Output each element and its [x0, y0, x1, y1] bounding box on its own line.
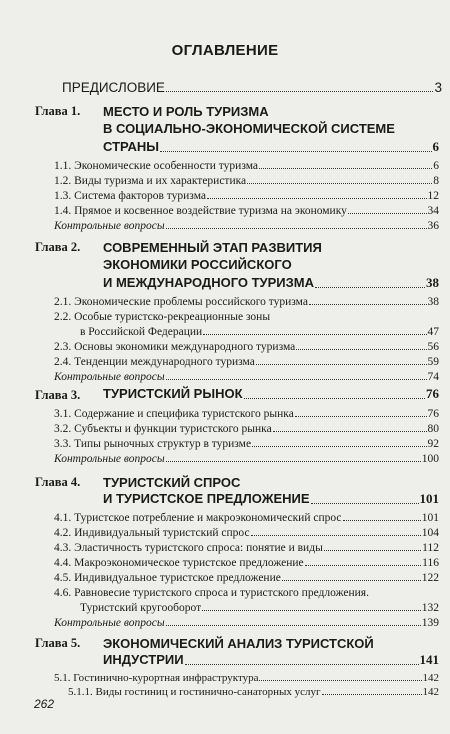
entry-page: 112	[422, 542, 439, 554]
entry-text: 5.1. Гостинично-курортная инфраструктура	[54, 672, 259, 684]
dot-leader	[296, 348, 426, 350]
entry-page: 47	[427, 326, 439, 338]
toc-entry	[54, 587, 439, 599]
toc-entry	[54, 160, 439, 172]
entry-text: 3.2. Субъекты и функции туристского рынка	[54, 423, 272, 435]
chapter-heading-line: ТУРИСТСКИЙ РЫНОК	[103, 386, 243, 401]
chapter-heading-line: МЕСТО И РОЛЬ ТУРИЗМА	[103, 104, 269, 119]
entry-text: 3.1. Содержание и специфика туристского рынка	[54, 408, 294, 420]
toc-entry	[54, 408, 439, 420]
chapter-heading-line: ИНДУСТРИИ	[103, 652, 184, 667]
toc-entry	[54, 296, 439, 308]
preface-page: 3	[434, 80, 442, 95]
dot-leader	[305, 564, 422, 566]
entry-text: 1.3. Система факторов туризма	[54, 190, 206, 202]
chapter-label: Глава 3.	[35, 388, 81, 402]
entry-page: 104	[421, 527, 439, 539]
dot-leader	[311, 502, 419, 504]
entry-text: Контрольные вопросы	[54, 371, 165, 383]
chapter-heading-line: СОВРЕМЕННЫЙ ЭТАП РАЗВИТИЯ	[103, 240, 322, 255]
entry-text: Контрольные вопросы	[54, 453, 165, 465]
entry-page: 36	[427, 220, 439, 232]
entry-page: 80	[427, 423, 439, 435]
chapter-heading-last	[103, 275, 439, 291]
dot-leader	[202, 609, 421, 611]
entry-text: 2.2. Особые туристско-рекреационные зоны	[54, 311, 271, 323]
entry-text: Контрольные вопросы	[54, 220, 165, 232]
toc-entry	[54, 512, 439, 524]
entry-text: 4.1. Туристское потребление и макроэкономический спрос	[54, 512, 342, 524]
chapter-page: 101	[419, 491, 439, 506]
dot-leader	[166, 227, 427, 229]
entry-text: 4.6. Равновесие туристского спроса и туристского предложения.	[54, 587, 369, 599]
entry-text: в Российской Федерации	[80, 326, 203, 338]
dot-leader	[207, 197, 427, 199]
dot-leader	[343, 519, 421, 521]
dot-leader	[166, 90, 434, 92]
entry-text: Контрольные вопросы	[54, 617, 165, 629]
dot-leader	[166, 460, 421, 462]
entry-page: 8	[433, 175, 439, 187]
entry-page: 142	[422, 672, 439, 684]
toc-entry	[54, 220, 439, 232]
entry-text: 2.4. Тенденции международного туризма	[54, 356, 255, 368]
entry-page: 132	[421, 602, 439, 614]
dot-leader	[252, 445, 426, 447]
toc-entry	[80, 326, 439, 338]
toc-entry	[54, 190, 439, 202]
chapter-label: Глава 5.	[35, 636, 81, 650]
toc-entry	[54, 527, 439, 539]
dot-leader	[324, 549, 421, 551]
entry-page: 101	[421, 512, 439, 524]
dot-leader	[166, 624, 421, 626]
entry-text: 3.3. Типы рыночных структур в туризме	[54, 438, 252, 450]
toc-entry	[54, 572, 439, 584]
toc-entry	[54, 423, 439, 435]
chapter-heading-line: В СОЦИАЛЬНО-ЭКОНОМИЧЕСКОЙ СИСТЕМЕ	[103, 121, 395, 136]
chapter-heading-last	[103, 139, 439, 155]
entry-page: 139	[421, 617, 439, 629]
chapter-page: 141	[419, 652, 439, 667]
toc-entry	[54, 672, 439, 684]
entry-page: 116	[422, 557, 439, 569]
toc-entry	[54, 341, 439, 353]
dot-leader	[203, 333, 426, 335]
dot-leader	[348, 212, 427, 214]
dot-leader	[244, 397, 425, 399]
toc-entry	[54, 453, 439, 465]
chapter-heading-line: ЭКОНОМИКИ РОССИЙСКОГО	[103, 257, 292, 272]
preface-entry	[62, 80, 442, 95]
dot-leader	[256, 363, 427, 365]
entry-text: 1.2. Виды туризма и их характеристика	[54, 175, 247, 187]
entry-text: Туристский кругооборот	[80, 602, 202, 614]
toc-entry	[54, 438, 439, 450]
chapter-heading-line: И МЕЖДУНАРОДНОГО ТУРИЗМА	[103, 275, 315, 290]
entry-text: 4.3. Эластичность туристского спроса: понятие и виды	[54, 542, 323, 554]
toc-entry	[80, 602, 439, 614]
preface-label: ПРЕДИСЛОВИЕ	[62, 80, 165, 95]
chapter-heading-line: СТРАНЫ	[103, 139, 160, 154]
dot-leader	[160, 150, 431, 152]
toc-entry	[54, 557, 439, 569]
chapter-heading	[103, 474, 240, 491]
entry-text: 5.1.1. Виды гостиниц и гостинично-санаторных услуг	[68, 686, 321, 698]
entry-page: 12	[427, 190, 439, 202]
chapter-page: 38	[426, 275, 439, 290]
entry-page: 56	[427, 341, 439, 353]
chapter-label: Глава 2.	[35, 240, 81, 254]
entry-page: 142	[422, 686, 439, 698]
dot-leader	[166, 378, 427, 380]
chapter-label: Глава 1.	[35, 104, 81, 118]
entry-text: 2.3. Основы экономики международного туризма	[54, 341, 296, 353]
toc-entry	[54, 617, 439, 629]
chapter-page: 6	[432, 139, 439, 154]
chapter-heading-line: ТУРИСТСКИЙ СПРОС	[103, 475, 241, 490]
entry-text: 4.5. Индивидуальное туристское предложение	[54, 572, 281, 584]
chapter-label: Глава 4.	[35, 475, 81, 489]
toc-entry	[54, 371, 439, 383]
chapter-heading	[103, 635, 374, 652]
chapter-page: 76	[426, 386, 439, 401]
entry-text: 2.1. Экономические проблемы российского туризма	[54, 296, 308, 308]
page-title: ОГЛАВЛЕНИЕ	[171, 42, 279, 59]
dot-leader	[259, 167, 432, 169]
dot-leader	[315, 286, 425, 288]
dot-leader	[185, 663, 419, 665]
toc-entry	[54, 542, 439, 554]
entry-text: 1.1. Экономические особенности туризма	[54, 160, 258, 172]
chapter-heading-line: ЭКОНОМИЧЕСКИЙ АНАЛИЗ ТУРИСТСКОЙ	[103, 636, 374, 651]
dot-leader	[295, 415, 427, 417]
entry-page: 38	[427, 296, 439, 308]
dot-leader	[251, 534, 421, 536]
toc-entry	[54, 311, 439, 323]
dot-leader	[259, 679, 421, 681]
toc-entry	[68, 686, 439, 698]
chapter-heading-last	[103, 652, 439, 668]
entry-page: 76	[427, 408, 439, 420]
page-number: 262	[34, 697, 55, 711]
dot-leader	[322, 693, 422, 695]
entry-page: 122	[421, 572, 439, 584]
dot-leader	[309, 303, 427, 305]
entry-text: 1.4. Прямое и косвенное воздействие туризма на экономику	[54, 205, 347, 217]
entry-text: 4.4. Макроэкономическое туристское предложение	[54, 557, 304, 569]
toc-entry	[54, 356, 439, 368]
dot-leader	[273, 430, 427, 432]
chapter-heading-line: И ТУРИСТСКОЕ ПРЕДЛОЖЕНИЕ	[103, 491, 310, 506]
chapter-heading	[103, 239, 322, 273]
chapter-heading	[103, 103, 395, 137]
entry-page: 92	[427, 438, 439, 450]
entry-page: 74	[427, 371, 439, 383]
chapter-heading-last	[103, 491, 439, 507]
dot-leader	[247, 182, 432, 184]
entry-page: 34	[427, 205, 439, 217]
entry-text: 4.2. Индивидуальный туристский спрос	[54, 527, 250, 539]
chapter-heading-last	[103, 386, 439, 402]
dot-leader	[282, 579, 421, 581]
entry-page: 59	[427, 356, 439, 368]
toc-entry	[54, 205, 439, 217]
toc-entry	[54, 175, 439, 187]
entry-page: 6	[433, 160, 439, 172]
entry-page: 100	[421, 453, 439, 465]
